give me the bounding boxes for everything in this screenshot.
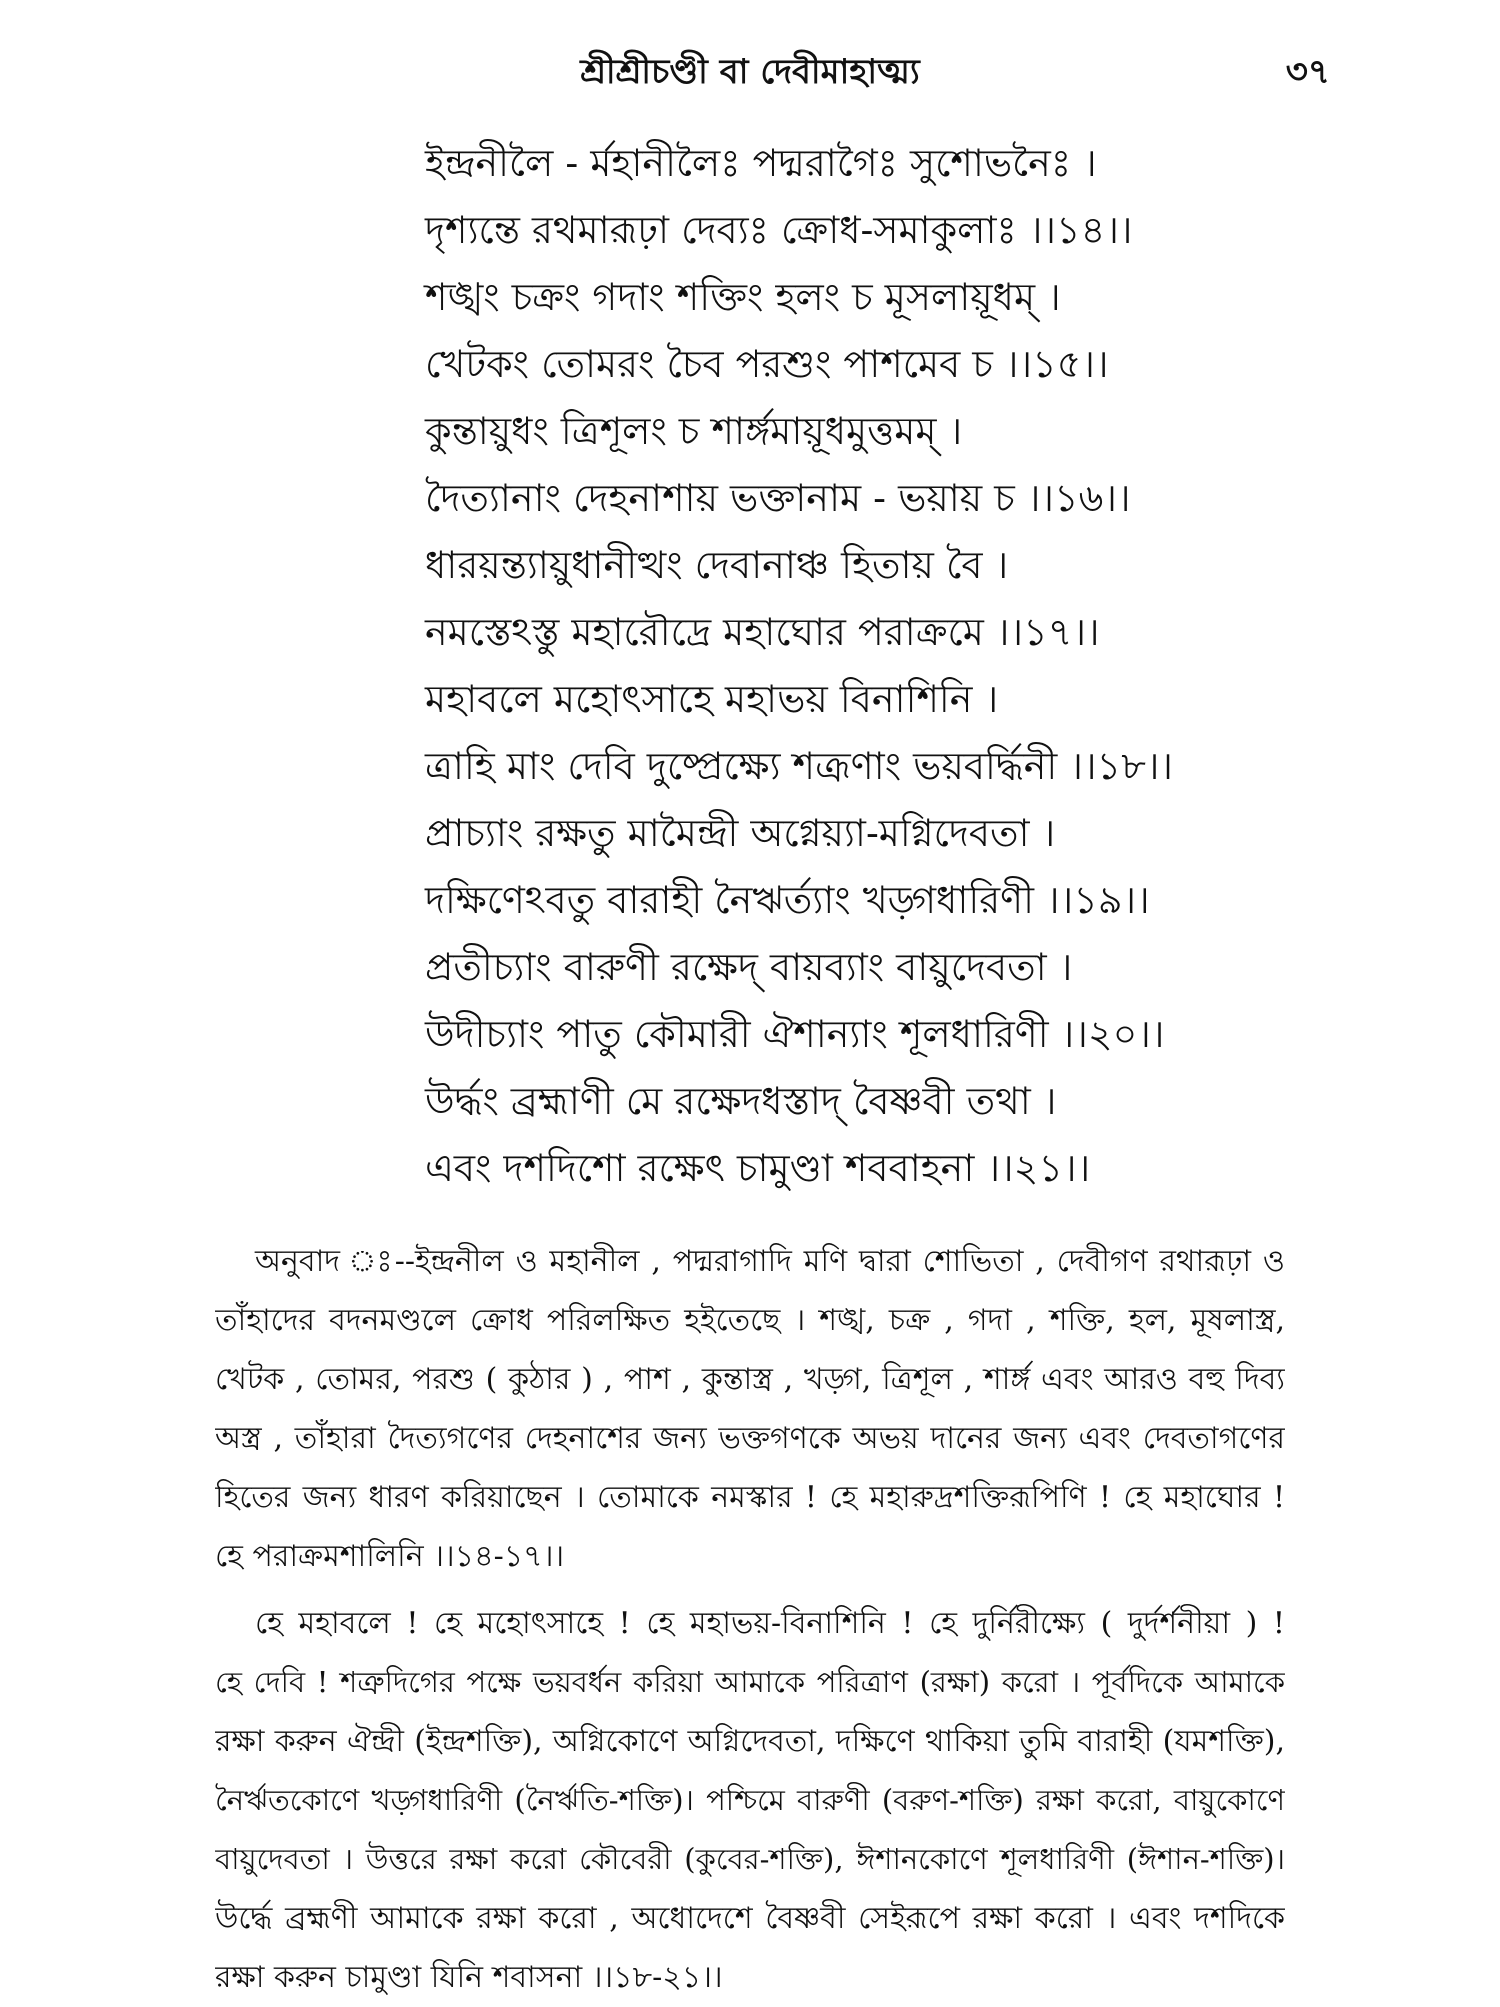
text-line: হে মহাবলে ! হে মহোৎসাহে ! হে মহাভয়-বিনাশিনি ! হে দুর্নিরীক্ষ্যে ( দুর্দর্শনীয়া ) ! [255, 1606, 1285, 1641]
verse-text: উদীচ্যাং পাতু কৌমারী ঐশান্যাং শূলধারিণী ।।২০।। [425, 1012, 1165, 1056]
verse-line [425, 331, 1185, 398]
text-line: অস্ত্র , তাঁহারা দৈত্যগণের দেহনাশের জন্য ভক্তগণকে অভয় দানের জন্য এবং দেবতাগণের [215, 1421, 1285, 1456]
verse-text: দৈত্যানাং দেহনাশায় ভক্তানাম - ভয়ায় চ ।।১৬।। [425, 476, 1131, 520]
text-line: তাঁহাদের বদনমণ্ডলে ক্রোধ পরিলক্ষিত হইতেছে । শঙ্খ, চক্র , গদা , শক্তি, হল, মূষলাস্ত্র, [215, 1303, 1285, 1338]
text-line: খেটক , তোমর, পরশু ( কুঠার ) , পাশ , কুন্তাস্ত্র , খড়্গ, ত্রিশূল , শার্ঙ্গ এবং আরও বহু দিব্য [215, 1362, 1285, 1397]
text-line: বায়ুদেবতা । উত্তরে রক্ষা করো কৌবেরী (কুবের-শক্তি), ঈশানকোণে শূলধারিণী (ঈশান-শক্তি)। [215, 1842, 1285, 1876]
text-line: হিতের জন্য ধারণ করিয়াছেন । তোমাকে নমস্কার ! হে মহারুদ্রশক্তিরূপিণি ! হে মহাঘোর ! [215, 1480, 1285, 1515]
verse-line [425, 197, 1185, 264]
verse-text: কুন্তায়ুধং ত্রিশূলং চ শার্ঙ্গমায়ূধমুত্তমম্ । [425, 409, 963, 453]
verse-text: মহাবলে মহোৎসাহে মহাভয় বিনাশিনি । [425, 677, 999, 721]
verse-text: প্রতীচ্যাং বারুণী রক্ষেদ্ বায়ব্যাং বায়ুদেবতা । [425, 945, 1073, 989]
verse-line [425, 532, 1185, 599]
verse-text: নমস্তেঽস্তু মহারৌদ্রে মহাঘোর পরাক্রমে ।।১৭।। [425, 610, 1100, 654]
verse-text: দক্ষিণেঽবতু বারাহী নৈঋর্ত্যাং খড়্গধারিণী ।।১৯।। [425, 878, 1150, 922]
verse-text: দৃশ্যন্তে রথমারূঢ়া দেব্যঃ ক্রোধ-সমাকুলাঃ ।।১৪।। [425, 208, 1133, 252]
page-title: শ্রীশ্রীচণ্ডী বা দেবীমাহাত্ম্য [580, 52, 920, 92]
text-line: হে পরাক্রমশালিনি ।।১৪-১৭।। [215, 1539, 565, 1574]
verse-text: খেটকং তোমরং চৈব পরশুং পাশমেব চ ।।১৫।। [425, 342, 1109, 386]
verse-text: উর্দ্ধং ব্রহ্মাণী মে রক্ষেদধস্তাদ্ বৈষ্ণবী তথা । [425, 1079, 1057, 1123]
verse-line [425, 465, 1185, 532]
verse-text: এবং দশদিশো রক্ষেৎ চামুণ্ডা শববাহনা ।।২১।। [425, 1146, 1091, 1190]
verse-line [425, 130, 1185, 197]
verse-line [425, 1068, 1185, 1135]
verse-line [425, 867, 1185, 934]
verse-line [425, 398, 1185, 465]
verse-text: ইন্দ্রনীলৈ - র্মহানীলৈঃ পদ্মরাগৈঃ সুশোভনৈঃ । [425, 141, 1097, 185]
translation-paragraph-2 [215, 1594, 1285, 2007]
page-number: ৩৭ [1285, 52, 1330, 92]
text-line: উর্দ্ধে ব্রহ্মণী আমাকে রক্ষা করো , অধোদেশে বৈষ্ণবী সেইরূপে রক্ষা করো । এবং দশদিকে [215, 1901, 1285, 1936]
translation-paragraph-1 [215, 1232, 1285, 1586]
text-line: অনুবাদ ঃ--ইন্দ্রনীল ও মহানীল , পদ্মরাগাদি মণি দ্বারা শোভিতা , দেবীগণ রথারূঢ়া ও [255, 1244, 1285, 1279]
verse-line [425, 733, 1185, 800]
verse-line [425, 264, 1185, 331]
verse-text: ত্রাহি মাং দেবি দুষ্প্রেক্ষ্যে শত্রূণাং ভয়বর্দ্ধিনী ।।১৮।। [425, 744, 1174, 788]
verse-line [425, 666, 1185, 733]
verse-line [425, 800, 1185, 867]
verse-line [425, 1135, 1185, 1202]
verse-text: প্রাচ্যাং রক্ষতু মামৈন্দ্রী অগ্নেয়্যা-মগ্নিদেবতা । [425, 811, 1056, 855]
text-line: রক্ষা করুন চামুণ্ডা যিনি শবাসনা ।।১৮-২১।। [215, 1960, 723, 1995]
verse-text: শঙ্খং চক্রং গদাং শক্তিং হলং চ মূসলায়ূধম্ । [425, 275, 1061, 319]
verse-line [425, 599, 1185, 666]
text-line: রক্ষা করুন ঐন্দ্রী (ইন্দ্রশক্তি), অগ্নিকোণে অগ্নিদেবতা, দক্ষিণে থাকিয়া তুমি বারাহী (যমশক্তি), [215, 1724, 1285, 1759]
sanskrit-verses [425, 130, 1185, 1202]
verse-text: ধারয়ন্ত্যায়ুধানীত্থং দেবানাঞ্চ হিতায় বৈ । [425, 543, 1009, 587]
text-line: হে দেবি ! শত্রুদিগের পক্ষে ভয়বর্ধন করিয়া আমাকে পরিত্রাণ (রক্ষা) করো । পূর্বদিকে আমাকে [215, 1665, 1285, 1699]
running-header [200, 40, 1330, 100]
text-line: নৈর্ঋতকোণে খড়্গধারিণী (নৈর্ঋতি-শক্তি)। পশ্চিমে বারুণী (বরুণ-শক্তি) রক্ষা করো, বায়ুকোণে [215, 1783, 1285, 1817]
translation-section [215, 1232, 1285, 2007]
verse-line [425, 1001, 1185, 1068]
verse-line [425, 934, 1185, 1001]
